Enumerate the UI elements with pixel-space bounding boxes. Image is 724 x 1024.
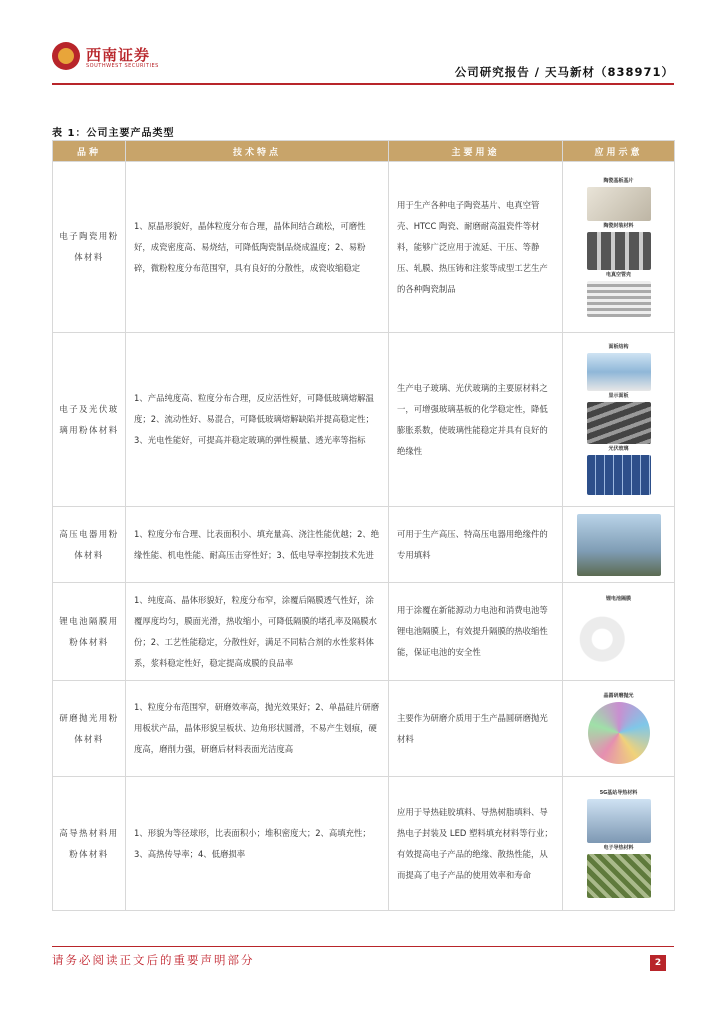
logo-text: 西南证券 [86,46,151,64]
page-header [52,38,674,82]
illustration-cell [563,162,675,333]
category-cell: 电子陶瓷用粉体材料 [53,162,126,333]
usage-cell: 可用于生产高压、特高压电器用绝缘件的专用填料 [389,507,563,583]
category-cell: 高压电器用粉体材料 [53,507,126,583]
table-row [53,583,675,681]
features-cell: 1、原晶形貌好，晶体粒度分布合理，晶体间结合疏松，可磨性好，成瓷密度高、易烧结，可降低陶瓷制品烧成温度；2、易粉碎，微粉粒度分布范围窄，具有良好的分散性，成瓷收缩稳定 [126,162,389,333]
column-header-illustration: 应用示意 [563,141,675,162]
table-row [53,333,675,507]
column-header-features: 技术特点 [126,141,389,162]
image-label: 陶瓷封装材料 [603,222,634,229]
illustration-cell [563,583,675,681]
ceramic-substrate-image [587,187,651,221]
usage-cell: 用于生产各种电子陶瓷基片、电真空管壳、HTCC 陶瓷、耐磨耐高温瓷件等材料，能够广泛应用于流延、干压、等静压、轧膜、热压铸和注浆等成型工艺生产的各种陶瓷制品 [389,162,563,333]
image-label: 锂电池隔膜 [605,596,631,602]
header-divider [52,83,674,85]
solar-glass-image [587,455,651,495]
category-cell: 锂电池隔膜用粉体材料 [53,583,126,681]
column-header-usage: 主要用途 [389,141,563,162]
vacuum-shell-image [587,281,651,317]
category-cell: 高导热材料用粉体材料 [53,777,126,911]
illustration-cell [563,777,675,911]
high-voltage-equipment-image [577,514,661,576]
report-title: 公司研究报告 / 天马新材（838971） [454,65,674,79]
battery-separator-image [577,605,661,667]
usage-cell: 应用于导热硅胶填料、导热树脂填料、导热电子封装及 LED 塑料填充材料等行业；有效提高电子产品的绝缘、散热性能，从而提高了电子产品的使用效率和寿命 [389,777,563,911]
category-cell: 研磨抛光用粉体材料 [53,681,126,777]
image-label: 电子导热材料 [603,844,634,851]
table-caption: 表 1：公司主要产品类型 [52,128,175,139]
logo-icon [52,42,80,70]
table-row [53,777,675,911]
footer-disclaimer: 请务必阅读正文后的重要声明部分 [52,953,255,967]
logo-subtext: SOUTHWEST SECURITIES [86,63,159,69]
usage-cell: 主要作为研磨介质用于生产晶圆研磨抛光材料 [389,681,563,777]
image-label: 电真空管壳 [605,271,631,278]
5g-base-station-image [587,799,651,843]
table-header-row [53,141,675,162]
image-label: 5G基站导热材料 [599,789,638,796]
wafer-image [588,702,650,764]
page-number: 2 [650,955,666,971]
features-cell: 1、纯度高、晶体形貌好，粒度分布窄，涂覆后隔膜透气性好，涂覆厚度均匀，膜面光滑，热收缩小，可降低隔膜的堵孔率及隔膜水份；2、工艺性能稳定，分散性好，满足不同粘合剂的水性浆料体系，浆料稳定性好，稳定提高成膜的良品率 [126,583,389,681]
table-row [53,162,675,333]
features-cell: 1、粒度分布范围窄，研磨效率高，抛光效果好；2、单晶硅片研磨用板状产品，晶体形貌呈板状、边角形状圆滑，不易产生划痕，硬度高，磨削力强，研磨后材料表面光洁度高 [126,681,389,777]
table-row [53,681,675,777]
image-label: 光伏玻璃 [608,446,629,452]
panel-structure-image [587,353,651,391]
image-label: 陶瓷基板基片 [603,177,634,184]
category-cell: 电子及光伏玻璃用粉体材料 [53,333,126,507]
illustration-cell [563,333,675,507]
image-label: 晶圆研磨抛光 [603,693,634,699]
illustration-cell [563,681,675,777]
image-label: 面板结构 [608,344,629,350]
illustration-cell [563,507,675,583]
column-header-category: 品种 [53,141,126,162]
footer-divider [52,946,674,947]
display-panel-image [587,402,651,444]
usage-cell: 用于涂覆在新能源动力电池和消费电池等锂电池隔膜上，有效提升隔膜的热收缩性能，保证电池的安全性 [389,583,563,681]
product-table [52,140,675,911]
ceramic-package-image [587,232,651,270]
features-cell: 1、产品纯度高、粒度分布合理，反应活性好，可降低玻璃熔解温度；2、流动性好、易混合，可降低玻璃熔解缺陷并提高稳定性；3、光电性能好，可提高并稳定玻璃的弹性模量、透光率等指标 [126,333,389,507]
usage-cell: 生产电子玻璃、光伏玻璃的主要原材料之一，可增强玻璃基板的化学稳定性，降低膨胀系数，使玻璃性能稳定并具有良好的绝缘性 [389,333,563,507]
features-cell: 1、粒度分布合理、比表面积小、填充量高、浇注性能优越；2、绝缘性能、机电性能、耐高压击穿性好；3、低电导率控制技术先进 [126,507,389,583]
table-row [53,507,675,583]
electronic-thermal-image [587,854,651,898]
features-cell: 1、形貌为等径球形，比表面积小；堆积密度大；2、高填充性；3、高热传导率；4、低磨损率 [126,777,389,911]
image-label: 显示面板 [608,393,629,399]
